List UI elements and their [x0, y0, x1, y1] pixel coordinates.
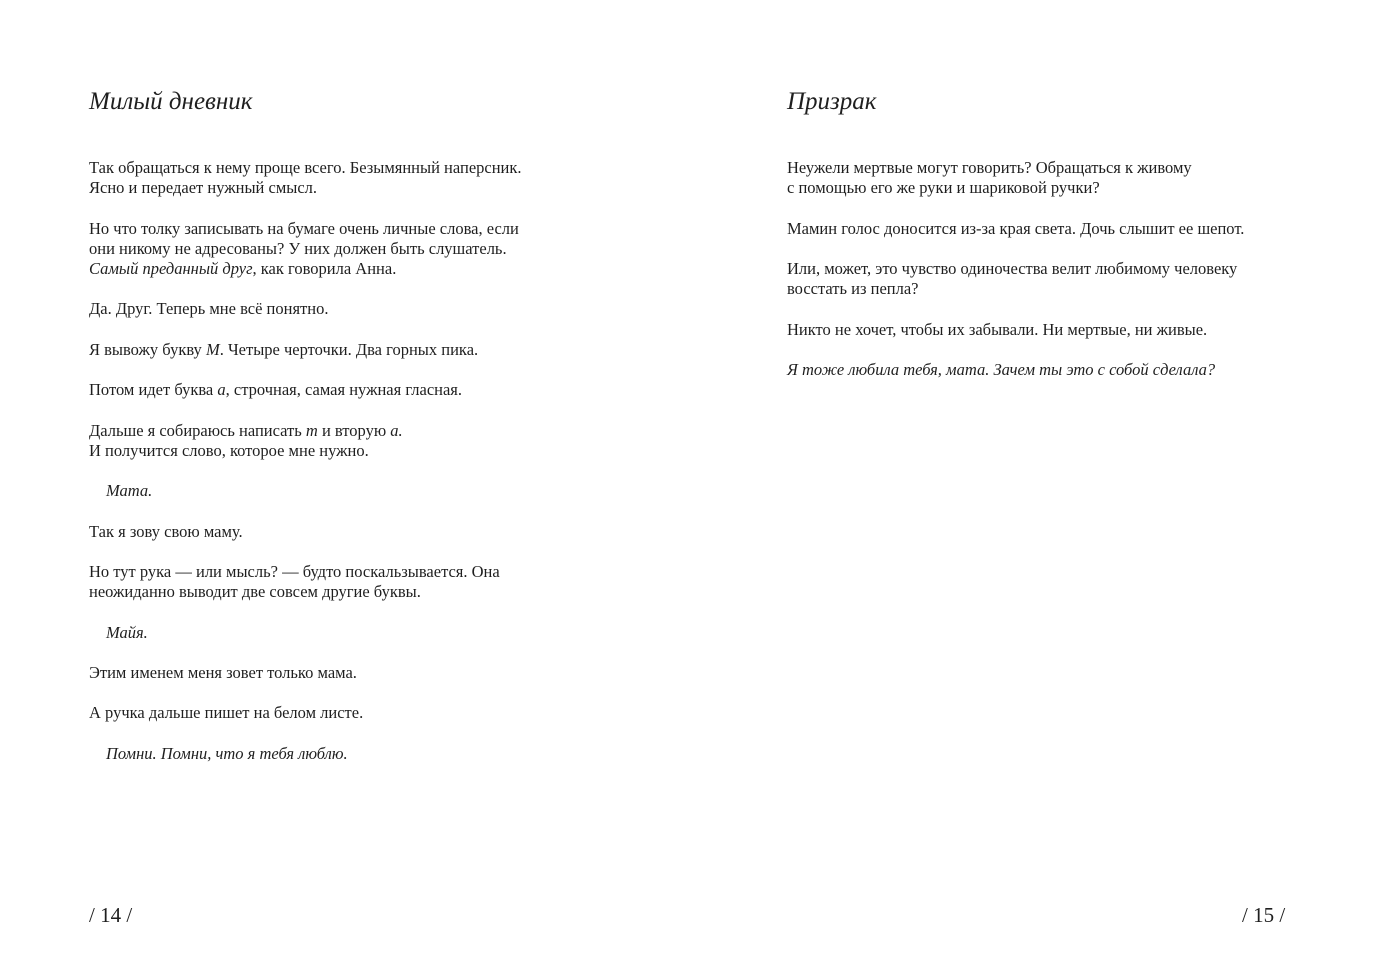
paragraph [787, 158, 1327, 198]
text-line: Ясно и передает нужный смысл. [89, 178, 318, 198]
paragraph: Этим именем меня зовет только мама. [89, 662, 357, 682]
chapter-title: Милый дневник [89, 88, 253, 115]
paragraph [89, 219, 609, 280]
chapter-title: Призрак [787, 88, 877, 115]
paragraph [89, 562, 609, 602]
text-line: Или, может, это чувство одиночества велит любимому человеку [787, 258, 1238, 278]
paragraph [89, 421, 609, 461]
text-line: Неужели мертвые могут говорить? Обращаться к живому [787, 158, 1192, 177]
right-page [689, 0, 1378, 973]
italic-quote: Помни. Помни, что я тебя люблю. [106, 743, 348, 763]
text-line: восстать из пепла? [787, 279, 919, 299]
text-run: , как говорила Анна. [252, 259, 397, 278]
paragraph [787, 259, 1327, 299]
text-run: Потом идет буква [89, 380, 218, 400]
paragraph [89, 158, 609, 198]
text-line: они никому не адресованы? У них должен быть слушатель. [89, 238, 507, 258]
italic-letter: М [205, 339, 220, 359]
text-line: с помощью его же руки и шариковой ручки? [787, 178, 1100, 198]
text-run: и вторую [317, 420, 391, 440]
page-number: / 15 / [1242, 903, 1286, 927]
chapter-body [89, 158, 609, 784]
text-line: Так обращаться к нему проще всего. Безымянный наперсник. [89, 158, 522, 177]
italic-word: Майя. [106, 622, 148, 642]
paragraph [89, 380, 609, 400]
italic-letter: т [305, 420, 318, 440]
text-run: Дальше я собираюсь написать [89, 420, 306, 440]
text-run: . [398, 420, 403, 440]
text-line: И получится слово, которое мне нужно. [89, 440, 369, 460]
text-run: . Четыре черточки. Два горных пика. [219, 339, 479, 359]
text-line: неожиданно выводит две совсем другие буквы. [89, 582, 421, 602]
text-line: Но что толку записывать на бумаге очень личные слова, если [89, 218, 519, 238]
paragraph: Так я зову свою маму. [89, 521, 243, 541]
paragraph: Да. Друг. Теперь мне всё понятно. [89, 299, 329, 319]
italic-phrase: Самый преданный друг [89, 259, 253, 278]
chapter-body [787, 158, 1327, 400]
paragraph [89, 340, 609, 360]
page-number: / 14 / [89, 903, 133, 927]
paragraph: Никто не хочет, чтобы их забывали. Ни мертвые, ни живые. [787, 319, 1208, 339]
text-run: , строчная, самая нужная гласная. [225, 380, 463, 400]
paragraph: Мамин голос доносится из-за края света. Дочь слышит ее шепот. [787, 218, 1245, 238]
italic-quote: Я тоже любила тебя, мата. Зачем ты это с собой сделала? [787, 359, 1216, 379]
italic-letter: а [390, 420, 399, 440]
italic-letter: а [217, 380, 226, 400]
text-line: Но тут рука — или мысль? — будто поскальзывается. Она [89, 561, 500, 581]
text-line [89, 421, 609, 441]
paragraph: А ручка дальше пишет на белом листе. [89, 703, 364, 723]
text-run: Я вывожу букву [89, 339, 206, 359]
text-line [89, 259, 609, 279]
italic-word: Мата. [106, 481, 153, 501]
